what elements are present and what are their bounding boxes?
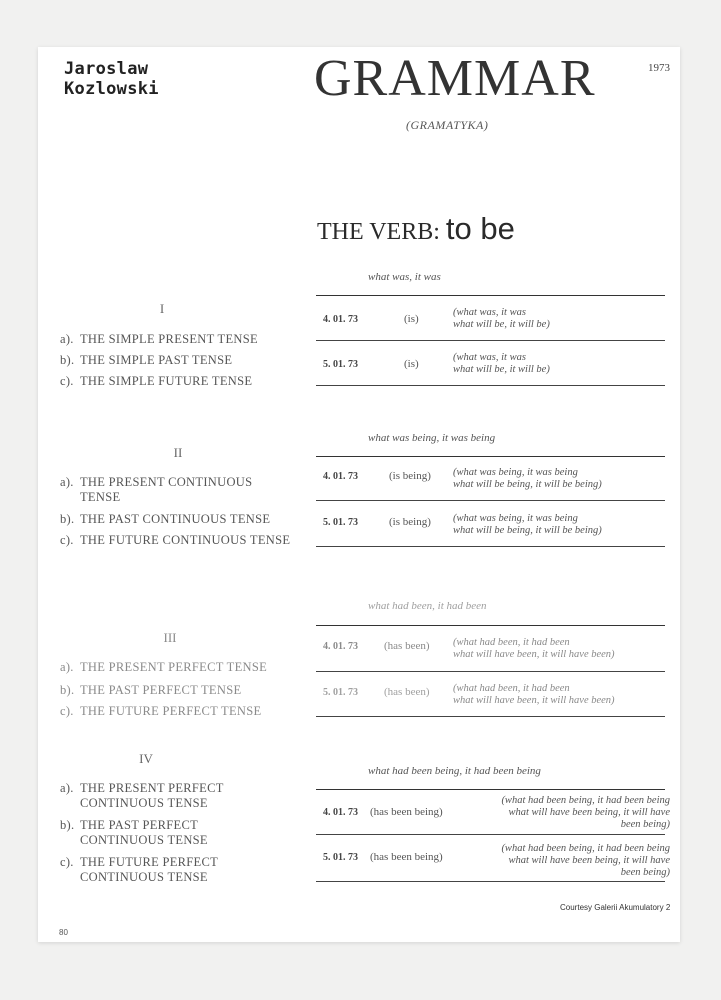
tense-item — [60, 781, 245, 811]
section-numeral: II — [173, 445, 183, 460]
divider — [316, 716, 665, 717]
tense-label: b). — [60, 353, 75, 367]
row-paraphrase — [453, 683, 615, 707]
tense-label: b). — [60, 512, 75, 526]
page-subtitle: (GRAMATYKA) — [406, 118, 489, 132]
tense-name: THE SIMPLE FUTURE TENSE — [80, 374, 253, 388]
tense-item — [60, 353, 232, 368]
section-numeral: III — [163, 630, 177, 645]
tense-name: THE FUTURE PERFECT TENSE — [80, 704, 262, 718]
divider — [316, 456, 665, 457]
tense-label: b). — [60, 818, 75, 832]
section-heading: what was being, it was being — [368, 432, 496, 444]
paraphrase-line: (what was, it was — [453, 352, 526, 363]
tense-item — [60, 374, 252, 389]
poster-sheet — [38, 47, 680, 942]
tense-name: THE PRESENT CONTINUOUS TENSE — [80, 475, 253, 504]
tense-label: a). — [60, 475, 74, 489]
section-numeral: I — [159, 301, 165, 316]
row-date: 4. 01. 73 — [323, 314, 358, 325]
tense-name: THE SIMPLE PRESENT TENSE — [80, 332, 258, 346]
tense-name: THE FUTURE CONTINUOUS TENSE — [80, 533, 291, 547]
row-paraphrase — [453, 513, 602, 537]
tense-label: a). — [60, 781, 74, 795]
tense-item — [60, 533, 290, 548]
row-form: (has been) — [384, 686, 430, 698]
paraphrase-line: what will have been, it will have been) — [453, 695, 615, 706]
paraphrase-line: (what had been being, it had been being — [501, 795, 670, 806]
row-paraphrase — [453, 352, 550, 376]
tense-name: THE SIMPLE PAST TENSE — [80, 353, 233, 367]
paraphrase-line: what will have been, it will have been) — [453, 649, 615, 660]
row-date: 5. 01. 73 — [323, 852, 358, 863]
author-last-name: Kozlowski — [64, 79, 159, 99]
author-name — [64, 59, 159, 99]
tense-label: b). — [60, 683, 75, 697]
tense-item — [60, 512, 270, 527]
section-heading: what had been being, it had been being — [368, 765, 541, 777]
row-date: 5. 01. 73 — [323, 687, 358, 698]
tense-item — [60, 683, 241, 698]
divider — [316, 295, 665, 296]
tense-label: c). — [60, 855, 74, 869]
paraphrase-line: (what was, it was — [453, 307, 526, 318]
tense-name: THE PAST PERFECT TENSE — [80, 683, 242, 697]
tense-label: c). — [60, 704, 74, 718]
tense-item — [60, 332, 258, 347]
tense-label: c). — [60, 533, 74, 547]
paraphrase-line: what will be being, it will be being) — [453, 525, 602, 536]
paraphrase-line: what will have been being, it will have — [508, 855, 670, 866]
tense-item — [60, 855, 245, 885]
page-title: GRAMMAR — [314, 50, 596, 107]
paraphrase-line: what will be, it will be) — [453, 364, 550, 375]
tense-item — [60, 704, 261, 719]
row-form: (is) — [404, 313, 419, 325]
tense-name: THE PRESENT PERFECT TENSE — [80, 660, 268, 674]
section-heading: what was, it was — [368, 271, 441, 283]
row-date: 4. 01. 73 — [323, 807, 358, 818]
paraphrase-line: (what was being, it was being — [453, 513, 578, 524]
section-heading: what had been, it had been — [368, 600, 487, 612]
divider — [316, 500, 665, 501]
paraphrase-line: (what was being, it was being — [453, 467, 578, 478]
divider — [316, 546, 665, 547]
row-paraphrase — [453, 637, 615, 661]
verb-prefix: THE VERB: — [317, 219, 440, 245]
tense-item — [60, 660, 267, 675]
row-form: (is) — [404, 358, 419, 370]
year-label: 1973 — [648, 62, 670, 74]
paraphrase-line: what will be, it will be) — [453, 319, 550, 330]
paraphrase-line: (what had been being, it had been being — [501, 843, 670, 854]
row-form: (has been being) — [370, 851, 443, 863]
row-paraphrase — [458, 795, 670, 831]
tense-item — [60, 818, 245, 848]
divider — [316, 385, 665, 386]
row-form: (has been) — [384, 640, 430, 652]
paraphrase-line: been being) — [620, 819, 670, 830]
author-first-name: Jaroslaw — [64, 59, 149, 79]
section-numeral: IV — [139, 751, 153, 766]
row-form: (has been being) — [370, 806, 443, 818]
row-paraphrase — [453, 307, 550, 331]
courtesy-credit: Courtesy Galerii Akumulatory 2 — [560, 903, 671, 912]
tense-name: THE PRESENT PERFECT CONTINUOUS TENSE — [80, 781, 224, 810]
divider — [316, 789, 665, 790]
divider — [316, 340, 665, 341]
verb-heading — [317, 211, 515, 247]
row-paraphrase — [453, 467, 602, 491]
row-form: (is being) — [389, 516, 431, 528]
row-date: 5. 01. 73 — [323, 359, 358, 370]
divider — [316, 625, 665, 626]
tense-name: THE PAST CONTINUOUS TENSE — [80, 512, 271, 526]
tense-name: THE PAST PERFECT CONTINUOUS TENSE — [80, 818, 208, 847]
paraphrase-line: (what had been, it had been — [453, 637, 570, 648]
row-date: 4. 01. 73 — [323, 471, 358, 482]
tense-label: a). — [60, 332, 74, 346]
paraphrase-line: what will be being, it will be being) — [453, 479, 602, 490]
row-date: 5. 01. 73 — [323, 517, 358, 528]
tense-name: THE FUTURE PERFECT CONTINUOUS TENSE — [80, 855, 218, 884]
divider — [316, 671, 665, 672]
verb-infinitive: to be — [445, 211, 515, 246]
row-paraphrase — [458, 843, 670, 879]
divider — [316, 834, 665, 835]
paraphrase-line: what will have been being, it will have — [508, 807, 670, 818]
tense-label: c). — [60, 374, 74, 388]
paraphrase-line: been being) — [620, 867, 670, 878]
paraphrase-line: (what had been, it had been — [453, 683, 570, 694]
tense-label: a). — [60, 660, 74, 674]
page-number: 80 — [59, 928, 68, 937]
row-date: 4. 01. 73 — [323, 641, 358, 652]
row-form: (is being) — [389, 470, 431, 482]
divider — [316, 881, 665, 882]
tense-item — [60, 475, 280, 505]
